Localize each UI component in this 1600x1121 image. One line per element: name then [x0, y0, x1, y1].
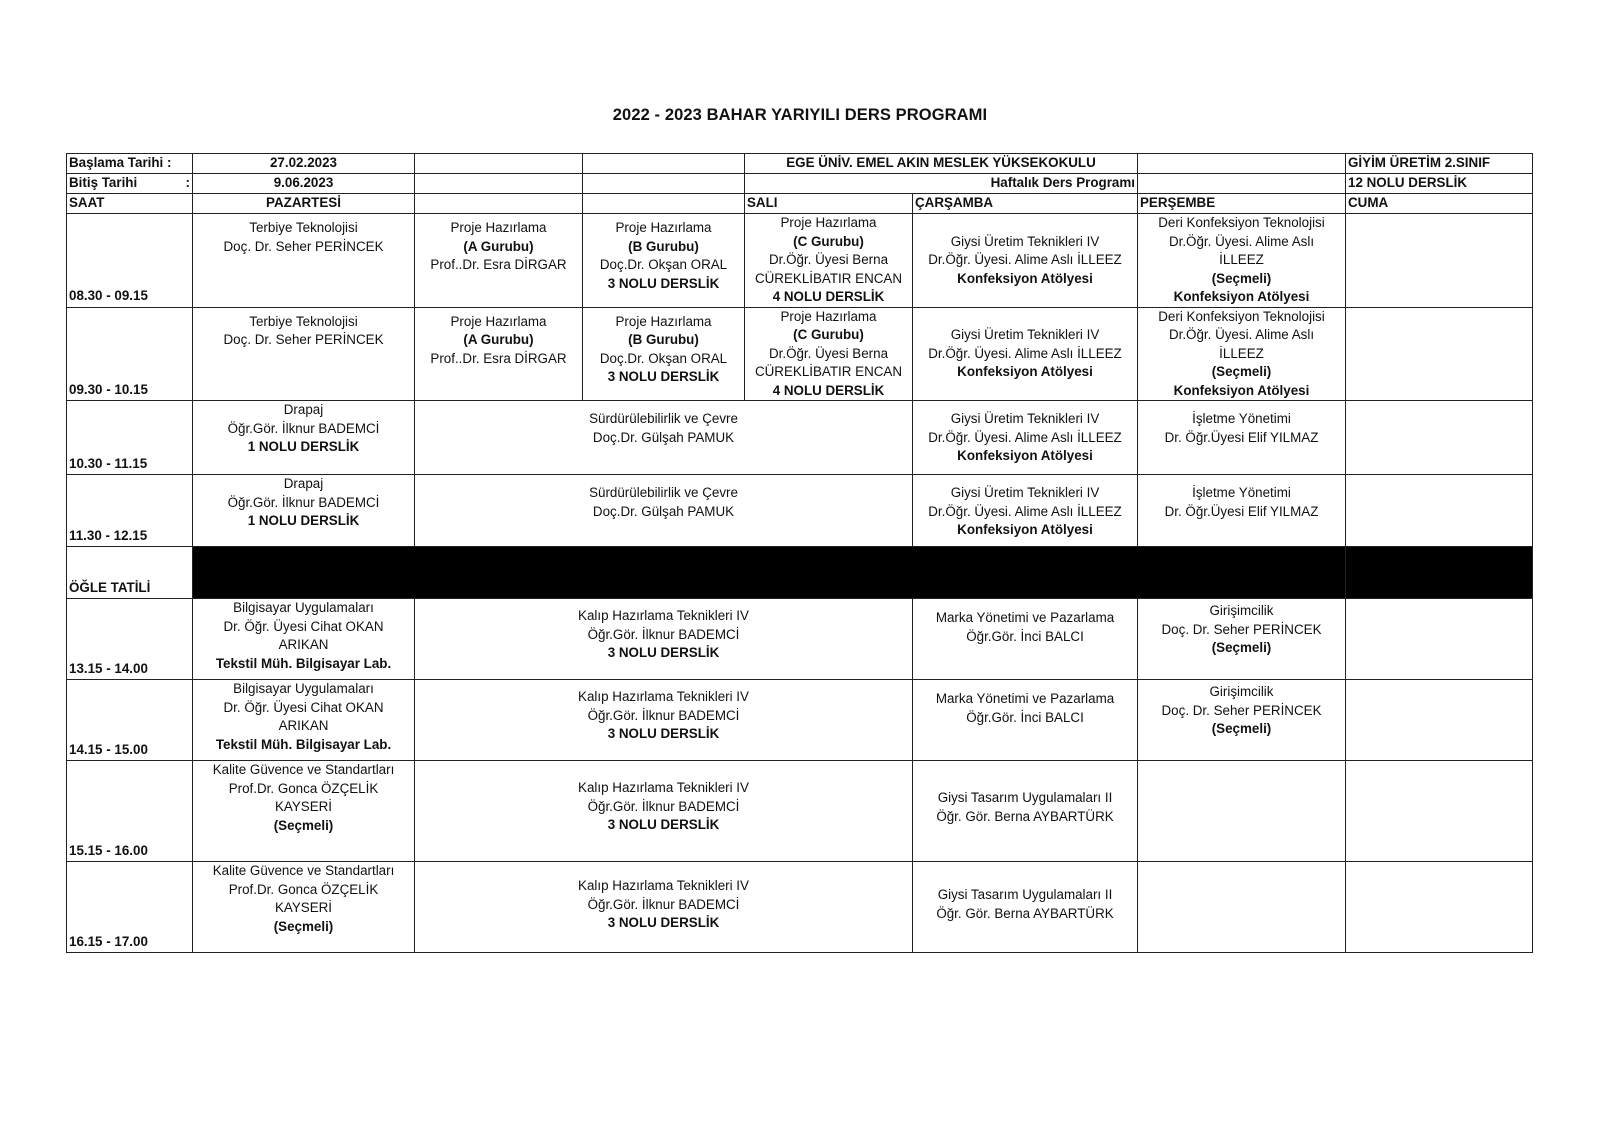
room-label: 3 NOLU DERSLİK [607, 726, 720, 741]
course-cell [415, 401, 913, 475]
table-row [67, 475, 1533, 547]
empty-cell [583, 194, 745, 214]
course-name: Giysi Tasarım Uygulamaları II [937, 790, 1113, 805]
course-cell [193, 599, 415, 680]
elective-label: (Seçmeli) [273, 817, 334, 833]
course-name: Proje Hazırlama [450, 313, 547, 329]
course-cell [193, 307, 415, 401]
course-name: İşletme Yönetimi [1192, 411, 1291, 426]
course-cell [415, 761, 913, 862]
room-label: 3 NOLU DERSLİK [607, 369, 720, 384]
course-name: Sürdürülebilirlik ve Çevre [589, 485, 738, 500]
end-date-colon: : [185, 175, 190, 191]
course-name: Marka Yönetimi ve Pazarlama [935, 610, 1115, 625]
instructor: KAYSERİ [274, 900, 333, 915]
instructor: Öğr.Gör. İnci BALCI [966, 628, 1084, 644]
instructor: CÜREKLİBATIR ENCAN [754, 270, 903, 286]
room-label: Konfeksiyon Atölyesi [1173, 382, 1310, 398]
column-header-time: SAAT [67, 194, 193, 214]
course-cell [583, 307, 745, 401]
empty-cell [1346, 214, 1533, 308]
empty-cell [415, 154, 583, 174]
course-cell [415, 475, 913, 547]
school-name: EGE ÜNİV. EMEL AKIN MESLEK YÜKSEKOKULU [745, 154, 1138, 174]
table-row [67, 401, 1533, 475]
table-row [67, 307, 1533, 401]
instructor: Dr.Öğr. Üyesi. Alime Aslı İLLEEZ [928, 503, 1122, 519]
elective-label: (Seçmeli) [1211, 270, 1272, 286]
table-row [67, 862, 1533, 953]
course-cell [415, 862, 913, 953]
course-name: Giysi Üretim Teknikleri IV [950, 233, 1100, 249]
course-name: Proje Hazırlama [450, 220, 547, 235]
instructor: Prof.Dr. Gonca ÖZÇELİK [228, 780, 379, 796]
room-label: Konfeksiyon Atölyesi [957, 448, 1093, 463]
course-cell [193, 761, 415, 862]
group-label: (B Gurubu) [628, 332, 699, 347]
room-label: Konfeksiyon Atölyesi [957, 364, 1093, 379]
room-label: 1 NOLU DERSLİK [247, 439, 360, 454]
room-label: 1 NOLU DERSLİK [247, 513, 360, 528]
instructor: Öğr.Gör. İlknur BADEMCİ [587, 798, 740, 814]
instructor: Prof..Dr. Esra DİRGAR [430, 350, 567, 366]
time-slot: 14.15 - 15.00 [67, 680, 193, 761]
course-cell [415, 307, 583, 401]
empty-cell [415, 174, 583, 194]
course-name: Deri Konfeksiyon Teknolojisi [1158, 308, 1325, 324]
course-name: Drapaj [283, 476, 324, 491]
course-name: Girişimcilik [1209, 603, 1274, 618]
instructor: Doç. Dr. Seher PERİNCEK [1161, 621, 1322, 637]
instructor: Prof.Dr. Gonca ÖZÇELİK [228, 881, 379, 897]
instructor: Prof..Dr. Esra DİRGAR [430, 257, 567, 272]
instructor: Dr.Öğr. Üyesi. Alime Aslı İLLEEZ [928, 429, 1122, 445]
time-slot: 11.30 - 12.15 [67, 475, 193, 547]
empty-cell [1138, 761, 1346, 862]
room-label: 3 NOLU DERSLİK [607, 645, 720, 660]
instructor: Dr.Öğr. Üyesi. Alime Aslı İLLEEZ [928, 345, 1122, 361]
lunch-bar [1346, 547, 1533, 599]
course-cell [913, 862, 1138, 953]
instructor: Öğr.Gör. İlknur BADEMCİ [227, 494, 380, 510]
course-name: İşletme Yönetimi [1192, 485, 1291, 500]
course-cell [1138, 475, 1346, 547]
time-slot: 09.30 - 10.15 [67, 307, 193, 401]
instructor: Öğr.Gör. İlknur BADEMCİ [227, 420, 380, 436]
table-row [67, 214, 1533, 308]
course-name: Sürdürülebilirlik ve Çevre [589, 411, 738, 426]
group-label: (A Gurubu) [463, 332, 534, 347]
column-header-tuesday: SALI [745, 194, 913, 214]
room-label: 4 NOLU DERSLİK [772, 289, 885, 304]
instructor: CÜREKLİBATIR ENCAN [754, 364, 903, 379]
empty-cell [1346, 307, 1533, 401]
group-label: (B Gurubu) [628, 238, 699, 254]
instructor: Doç.Dr. Gülşah PAMUK [592, 429, 735, 445]
course-name: Kalıp Hazırlama Teknikleri IV [578, 780, 749, 795]
room-label: Konfeksiyon Atölyesi [957, 522, 1093, 537]
time-slot: 10.30 - 11.15 [67, 401, 193, 475]
course-cell [415, 214, 583, 308]
empty-cell [1346, 475, 1533, 547]
instructor: Dr.Öğr. Üyesi Berna [768, 345, 889, 361]
course-name: Proje Hazırlama [615, 313, 712, 329]
course-name: Kalıp Hazırlama Teknikleri IV [578, 689, 749, 704]
schedule-table [66, 153, 1533, 953]
header-row-end [67, 174, 1533, 194]
course-name: Giysi Tasarım Uygulamaları II [937, 887, 1113, 902]
instructor: Öğr.Gör. İlknur BADEMCİ [587, 707, 740, 723]
elective-label: (Seçmeli) [1211, 721, 1272, 736]
empty-cell [1346, 761, 1533, 862]
room-label: Tekstil Müh. Bilgisayar Lab. [215, 655, 392, 671]
room-label: Konfeksiyon Atölyesi [1173, 289, 1310, 304]
course-name: Bilgisayar Uygulamaları [233, 600, 374, 615]
course-cell [913, 599, 1138, 680]
start-date: 27.02.2023 [193, 154, 415, 174]
lunch-label: ÖĞLE TATİLİ [67, 547, 193, 599]
end-date: 9.06.2023 [193, 174, 415, 194]
course-name: Proje Hazırlama [615, 220, 712, 235]
course-cell [1138, 401, 1346, 475]
instructor: Doç. Dr. Seher PERİNCEK [1161, 702, 1322, 718]
course-name: Marka Yönetimi ve Pazarlama [935, 691, 1115, 706]
empty-cell [1346, 401, 1533, 475]
instructor: Doç. Dr. Seher PERİNCEK [223, 238, 384, 254]
room-label: 3 NOLU DERSLİK [607, 275, 720, 291]
course-cell [745, 214, 913, 308]
course-cell [913, 214, 1138, 308]
start-date-label: Başlama Tarihi : [67, 154, 193, 174]
course-name: Girişimcilik [1209, 684, 1274, 699]
instructor: Öğr.Gör. İlknur BADEMCİ [587, 626, 740, 642]
room-label: 4 NOLU DERSLİK [772, 382, 885, 398]
column-header-friday: CUMA [1346, 194, 1533, 214]
time-slot: 08.30 - 09.15 [67, 214, 193, 308]
empty-cell [1346, 680, 1533, 761]
course-name: Proje Hazırlama [780, 308, 877, 324]
instructor: Dr.Öğr. Üyesi. Alime Aslı [1168, 327, 1315, 342]
instructor: Dr.Öğr. Üyesi. Alime Aslı [1168, 233, 1315, 249]
instructor: Dr. Öğr. Üyesi Cihat OKAN [223, 699, 384, 715]
instructor: Doç.Dr. Okşan ORAL [599, 257, 728, 272]
course-cell [193, 475, 415, 547]
instructor: Öğr.Gör. İnci BALCI [966, 709, 1084, 725]
instructor: İLLEEZ [1219, 252, 1264, 267]
instructor: Öğr. Gör. Berna AYBARTÜRK [936, 808, 1114, 824]
course-cell [193, 862, 415, 953]
course-name: Kalıp Hazırlama Teknikleri IV [578, 878, 749, 893]
empty-cell [1346, 862, 1533, 953]
group-label: (C Gurubu) [793, 327, 864, 342]
empty-cell [1138, 154, 1346, 174]
room-label: 3 NOLU DERSLİK [607, 817, 720, 832]
course-name: Giysi Üretim Teknikleri IV [950, 485, 1100, 500]
page-title: 2022 - 2023 BAHAR YARIYILI DERS PROGRAMI [612, 106, 988, 124]
course-cell [193, 214, 415, 308]
elective-label: (Seçmeli) [1211, 364, 1272, 379]
course-name: Deri Konfeksiyon Teknolojisi [1158, 215, 1325, 230]
instructor: ARIKAN [278, 718, 329, 733]
course-cell [1138, 214, 1346, 308]
elective-label: (Seçmeli) [1211, 640, 1272, 655]
course-cell [1138, 680, 1346, 761]
group-label: (C Gurubu) [793, 233, 864, 249]
course-name: Kalite Güvence ve Standartları [212, 863, 395, 878]
instructor: İLLEEZ [1219, 345, 1264, 361]
empty-cell [1346, 599, 1533, 680]
empty-cell [1138, 174, 1346, 194]
course-cell [1138, 307, 1346, 401]
room-label: Konfeksiyon Atölyesi [957, 270, 1093, 286]
course-name: Kalıp Hazırlama Teknikleri IV [578, 608, 749, 623]
lunch-row [67, 547, 1533, 599]
course-name: Giysi Üretim Teknikleri IV [950, 411, 1100, 426]
classroom-label: 12 NOLU DERSLİK [1346, 174, 1533, 194]
course-cell [913, 680, 1138, 761]
course-cell [913, 307, 1138, 401]
course-name: Drapaj [283, 402, 324, 417]
room-label: Tekstil Müh. Bilgisayar Lab. [215, 736, 392, 752]
time-slot: 15.15 - 16.00 [67, 761, 193, 862]
end-date-label: Bitiş Tarihi [69, 175, 138, 191]
instructor: Dr. Öğr.Üyesi Elif YILMAZ [1164, 429, 1319, 445]
instructor: Doç.Dr. Okşan ORAL [599, 350, 728, 366]
course-cell [193, 680, 415, 761]
course-name: Terbiye Teknolojisi [249, 313, 358, 329]
empty-cell [583, 174, 745, 194]
group-label: (A Gurubu) [463, 238, 534, 254]
instructor: Dr. Öğr. Üyesi Cihat OKAN [223, 618, 384, 634]
course-cell [415, 680, 913, 761]
instructor: Doç.Dr. Gülşah PAMUK [592, 503, 735, 519]
course-cell [913, 475, 1138, 547]
instructor: Öğr.Gör. İlknur BADEMCİ [587, 896, 740, 912]
empty-cell [415, 194, 583, 214]
column-header-row [67, 194, 1533, 214]
course-name: Bilgisayar Uygulamaları [233, 681, 374, 696]
instructor: Öğr. Gör. Berna AYBARTÜRK [936, 905, 1114, 921]
course-name: Proje Hazırlama [780, 215, 877, 230]
lunch-bar [193, 547, 1346, 599]
header-row-start [67, 154, 1533, 174]
column-header-wednesday: ÇARŞAMBA [913, 194, 1138, 214]
empty-cell [583, 154, 745, 174]
table-row [67, 761, 1533, 862]
course-name: Terbiye Teknolojisi [249, 220, 358, 235]
course-cell [193, 401, 415, 475]
course-name: Kalite Güvence ve Standartları [212, 762, 395, 777]
program-class: GİYİM ÜRETİM 2.SINIF [1346, 154, 1533, 174]
instructor: ARIKAN [278, 637, 329, 652]
table-row [67, 680, 1533, 761]
time-slot: 16.15 - 17.00 [67, 862, 193, 953]
course-cell [913, 761, 1138, 862]
elective-label: (Seçmeli) [273, 918, 334, 934]
column-header-thursday: PERŞEMBE [1138, 194, 1346, 214]
time-slot: 13.15 - 14.00 [67, 599, 193, 680]
course-cell [913, 401, 1138, 475]
empty-cell [1138, 862, 1346, 953]
weekly-program-label: Haftalık Ders Programı [745, 174, 1138, 194]
course-name: Giysi Üretim Teknikleri IV [950, 327, 1100, 342]
room-label: 3 NOLU DERSLİK [607, 915, 720, 930]
course-cell [583, 214, 745, 308]
instructor: Doç. Dr. Seher PERİNCEK [223, 332, 384, 347]
course-cell [745, 307, 913, 401]
course-cell [415, 599, 913, 680]
instructor: Dr.Öğr. Üyesi Berna [768, 252, 889, 267]
instructor: Dr.Öğr. Üyesi. Alime Aslı İLLEEZ [928, 252, 1122, 267]
instructor: KAYSERİ [274, 799, 333, 814]
instructor: Dr. Öğr.Üyesi Elif YILMAZ [1164, 503, 1319, 519]
end-date-label-cell [67, 174, 193, 194]
course-cell [1138, 599, 1346, 680]
table-row [67, 599, 1533, 680]
column-header-monday: PAZARTESİ [193, 194, 415, 214]
